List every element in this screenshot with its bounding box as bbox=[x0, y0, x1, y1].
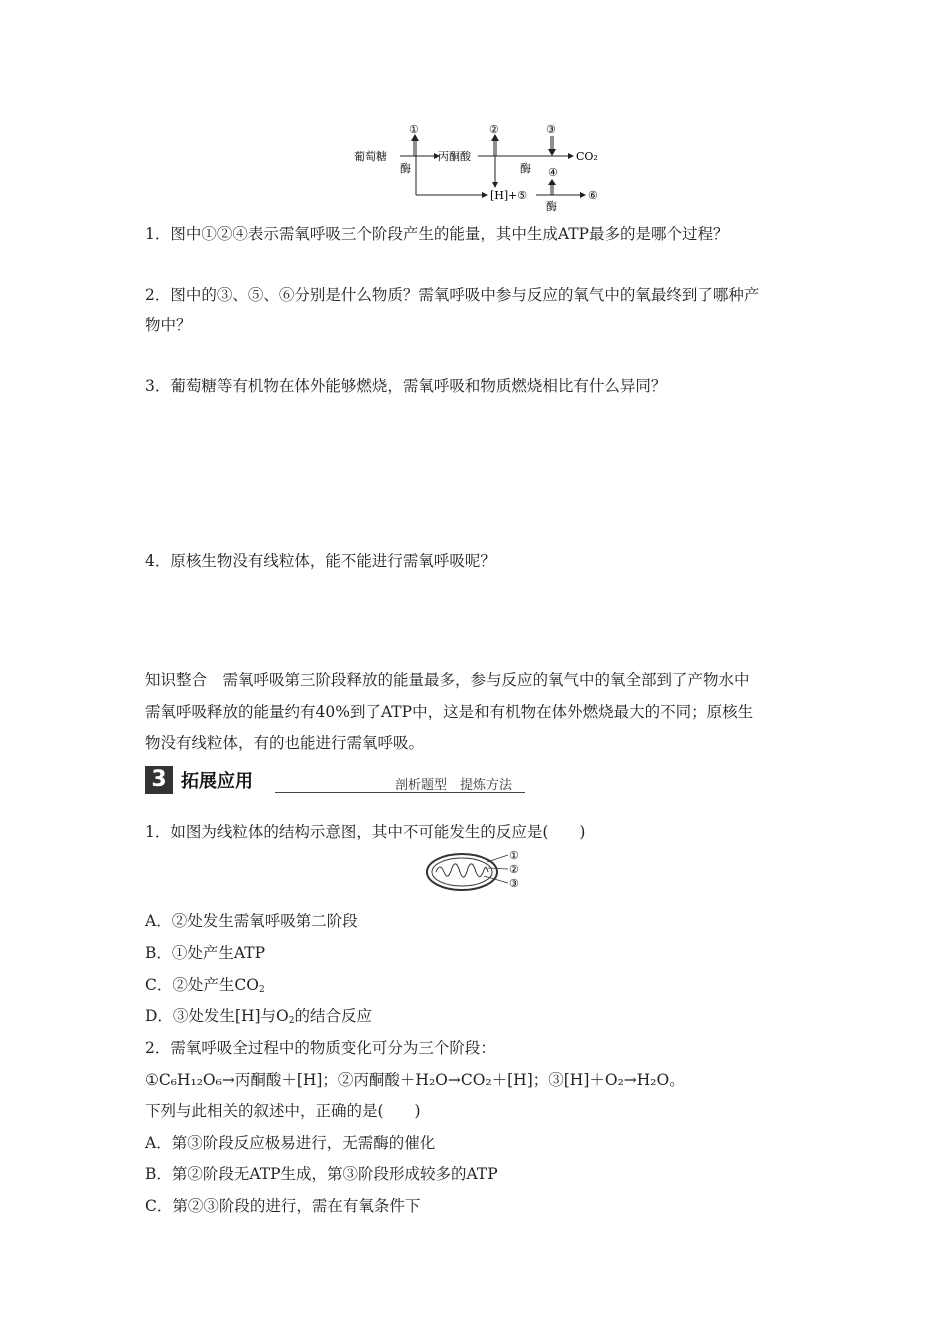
exercise-1-option-d bbox=[145, 1006, 372, 1026]
mito-label-2: ② bbox=[509, 863, 519, 876]
question-3: 3．葡萄糖等有机物在体外能够燃烧，需氧呼吸和物质燃烧相比有什么异同？ bbox=[145, 377, 667, 395]
circle-number-3: ③ bbox=[546, 123, 556, 136]
hydrogen-label: [H] bbox=[490, 189, 509, 202]
section-banner bbox=[145, 766, 525, 794]
exercise-2-option-b: B．第②阶段无ATP生成，第③阶段形成较多的ATP bbox=[145, 1165, 498, 1183]
summary-line-1: 知识整合 需氧呼吸第三阶段释放的能量最多，参与反应的氧气中的氧全部到了产物水中 bbox=[145, 671, 750, 689]
exercise-1-option-a: A．②处发生需氧呼吸第二阶段 bbox=[145, 912, 358, 930]
mito-label-3: ③ bbox=[509, 877, 519, 890]
exercise-1-option-b: B．①处产生ATP bbox=[145, 944, 266, 962]
enzyme-label-2: 酶 bbox=[520, 162, 531, 175]
exercise-2-stem: 2．需氧呼吸全过程中的物质变化可分为三个阶段： bbox=[145, 1039, 496, 1057]
mitochondrion-diagram bbox=[422, 846, 532, 896]
summary-line-2: 需氧呼吸释放的能量约有40%到了ATP中，这是和有机物在体外燃烧最大的不同；原核生 bbox=[145, 703, 754, 721]
option-d-subscript: 2 bbox=[288, 1016, 295, 1026]
exercise-1-option-c bbox=[145, 975, 265, 995]
question-2-line-2: 物中？ bbox=[145, 316, 192, 334]
exercise-1-stem: 1．如图为线粒体的结构示意图，其中不可能发生的反应是( ) bbox=[145, 823, 586, 841]
circle-number-6: ⑥ bbox=[588, 189, 598, 202]
circle-number-1: ① bbox=[409, 123, 419, 136]
exercise-2-option-c: C．第②③阶段的进行，需在有氧条件下 bbox=[145, 1197, 421, 1215]
question-2-line-1: 2．图中的③、⑤、⑥分别是什么物质？需氧呼吸中参与反应的氧气中的氧最终到了哪种产 bbox=[145, 286, 760, 304]
pyruvate-label: 丙酮酸 bbox=[438, 150, 471, 163]
question-1: 1．图中①②④表示需氧呼吸三个阶段产生的能量，其中生成ATP最多的是哪个过程？ bbox=[145, 225, 729, 243]
option-d-text: D．③处发生[H]与O bbox=[145, 1007, 289, 1025]
section-number: 3 bbox=[145, 766, 173, 794]
section-title: 拓展应用 bbox=[181, 771, 253, 792]
exercise-2-question: 下列与此相关的叙述中，正确的是( ) bbox=[145, 1102, 421, 1120]
summary-line-3: 物没有线粒体，有的也能进行需氧呼吸。 bbox=[145, 734, 425, 752]
mito-label-1: ① bbox=[509, 849, 519, 862]
co2-label: CO₂ bbox=[576, 150, 598, 163]
glucose-label: 葡萄糖 bbox=[354, 150, 387, 163]
enzyme-label-1: 酶 bbox=[400, 162, 411, 175]
option-c-text: C．②处产生CO bbox=[145, 976, 259, 994]
plus-five-label: +⑤ bbox=[508, 189, 528, 202]
circle-number-4: ④ bbox=[548, 166, 558, 179]
section-subtitle: 剖析题型 提炼方法 bbox=[395, 778, 513, 793]
exercise-2-option-a: A．第③阶段反应极易进行，无需酶的催化 bbox=[145, 1134, 436, 1152]
circle-number-2: ② bbox=[489, 123, 499, 136]
exercise-2-equations: ①C₆H₁₂O₆→丙酮酸＋[H]；②丙酮酸＋H₂O→CO₂＋[H]；③[H]＋O₂→H₂O。 bbox=[145, 1071, 685, 1089]
option-c-subscript: 2 bbox=[258, 985, 265, 995]
respiration-pathway-diagram bbox=[350, 120, 610, 212]
enzyme-label-3: 酶 bbox=[546, 200, 557, 212]
question-4: 4．原核生物没有线粒体，能不能进行需氧呼吸呢？ bbox=[145, 552, 496, 570]
option-d-text-end: 的结合反应 bbox=[294, 1007, 372, 1025]
